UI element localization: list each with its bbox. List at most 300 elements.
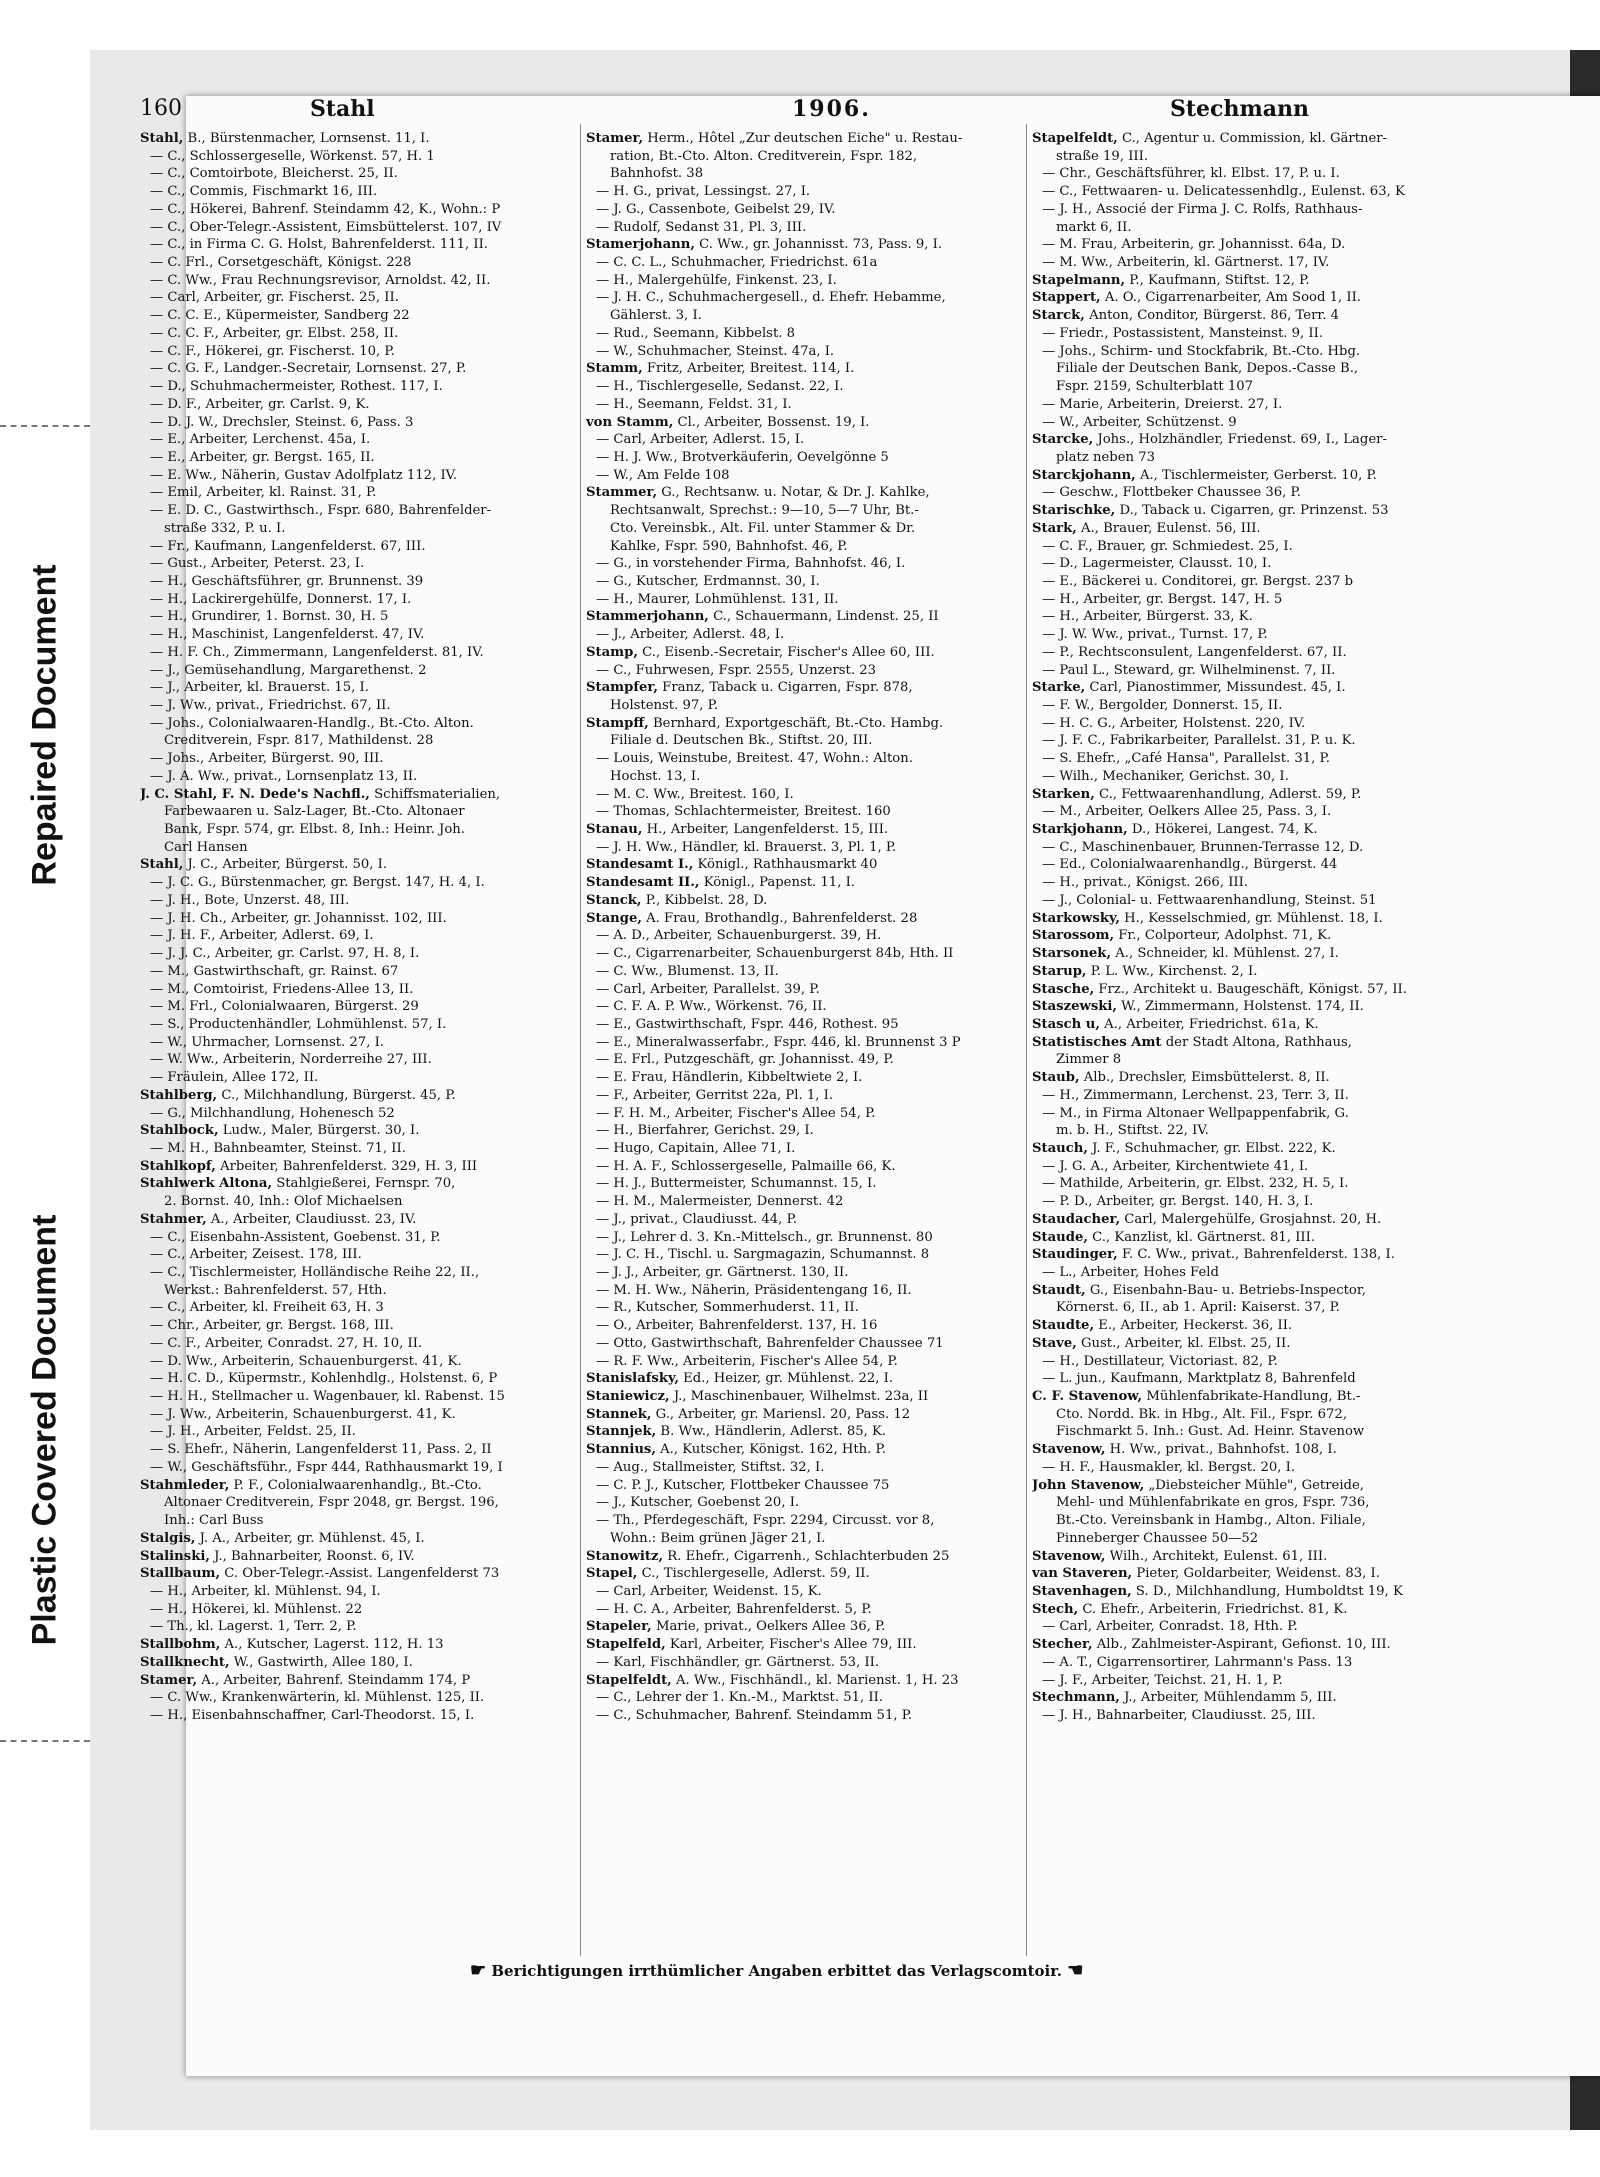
directory-entry [586, 786, 1021, 804]
entry-name: Standesamt II., [586, 875, 700, 891]
directory-entry [1032, 662, 1472, 680]
entry-text: — W., Am Felde 108 [596, 467, 730, 483]
entry-name: Stannius, [586, 1442, 656, 1458]
entry-text: — J. C. H., Tischl. u. Sargmagazin, Schumannst. 8 [596, 1247, 930, 1263]
entry-text: — E., Arbeiter, gr. Bergst. 165, II. [150, 449, 375, 465]
directory-entry-head [586, 1636, 1021, 1654]
directory-entry-head [586, 360, 1021, 378]
directory-entry [140, 467, 575, 485]
directory-entry [586, 626, 1021, 644]
entry-text: — J., Arbeiter, Adlerst. 48, I. [596, 627, 785, 643]
directory-entry-head [1032, 289, 1472, 307]
directory-entry [140, 644, 575, 662]
entry-text: Carl, Malergehülfe, Grosjahnst. 20, H. [1120, 1211, 1382, 1227]
entry-name: Stampff, [586, 715, 649, 731]
entry-text: — H. J. Ww., Brotverkäuferin, Oevelgönne 5 [596, 449, 889, 465]
entry-name: Starcke, [1032, 432, 1094, 448]
entry-text: — H., Seemann, Feldst. 31, I. [596, 396, 792, 412]
entry-text: — R., Kutscher, Sommerhuderst. 11, II. [596, 1300, 859, 1316]
directory-entry [140, 431, 575, 449]
entry-name: Starck, [1032, 308, 1085, 324]
entry-name: Stamer, [140, 1672, 198, 1688]
directory-entry [140, 1689, 575, 1707]
directory-entry-head [586, 1406, 1021, 1424]
directory-entry [586, 1122, 1021, 1140]
directory-entry-head [586, 644, 1021, 662]
entry-text: — C., in Firma C. G. Holst, Bahrenfelderst. 111, II. [150, 237, 488, 253]
entry-text: Bt.-Cto. Vereinsbank in Hambg., Alton. Filiale, [1056, 1513, 1366, 1529]
entry-text: — Hugo, Capitain, Allee 71, I. [596, 1140, 796, 1156]
directory-entry-head [1032, 1140, 1472, 1158]
directory-entry [586, 1583, 1021, 1601]
directory-entry [140, 360, 575, 378]
directory-entry [586, 573, 1021, 591]
directory-entry [140, 254, 575, 272]
directory-entry-head [140, 1211, 575, 1229]
entry-text: E., Arbeiter, Heckerst. 36, II. [1094, 1318, 1293, 1334]
entry-text: — E., Mineralwasserfabr., Fspr. 446, kl. Brunnenst 3 P [596, 1034, 961, 1050]
directory-entry-head [1032, 130, 1472, 148]
entry-text: Königl., Papenst. 11, I. [699, 875, 855, 891]
entry-text: — M., Arbeiter, Oelkers Allee 25, Pass. 3, I. [1042, 804, 1332, 820]
entry-name: Stahlbock, [140, 1123, 219, 1139]
entry-text: A. Frau, Brothandlg., Bahrenfelderst. 28 [641, 910, 918, 926]
entry-name: Stamerjohann, [586, 237, 695, 253]
entry-name: Stalgis, [140, 1530, 196, 1546]
entry-text: S. D., Milchhandlung, Humboldtst 19, K [1131, 1583, 1403, 1599]
entry-text: — H., privat., Königst. 266, III. [1042, 875, 1249, 891]
entry-text: B., Bürstenmacher, Lornsenst. 11, I. [183, 131, 430, 146]
directory-entry-head [586, 715, 1021, 733]
entry-text: Altonaer Creditverein, Fspr 2048, gr. Bergst. 196, [164, 1495, 499, 1511]
entry-name: Staszewski, [1032, 999, 1117, 1015]
entry-name: Stecher, [1032, 1637, 1093, 1653]
entry-text: — C. C. E., Küpermeister, Sandberg 22 [150, 308, 410, 324]
entry-name: Stanck, [586, 892, 642, 908]
entry-name: Stamer, [586, 131, 644, 146]
entry-text: — J. H. Ch., Arbeiter, gr. Johannisst. 102, III. [150, 910, 447, 926]
entry-name: Stahmleder, [140, 1477, 230, 1493]
entry-text: — F., Arbeiter, Gerritst 22a, Pl. 1, I. [596, 1087, 834, 1103]
entry-name: Starkowsky, [1032, 910, 1120, 926]
directory-entry-head [140, 1654, 575, 1672]
directory-entry [586, 1707, 1021, 1725]
entry-name: Stahlwerk Altona, [140, 1176, 273, 1192]
directory-entry-continuation [586, 165, 1021, 183]
directory-entry-head [586, 856, 1021, 874]
entry-text: Johs., Holzhändler, Friedenst. 69, I., Lager- [1093, 432, 1387, 448]
entry-name: Stalinski, [140, 1548, 210, 1564]
left-catchword: Stahl [310, 96, 375, 122]
entry-text: — H., Geschäftsführer, gr. Brunnenst. 39 [150, 573, 424, 589]
entry-name: Starsonek, [1032, 946, 1112, 962]
entry-name: von Stamm, [586, 414, 674, 430]
directory-entry [586, 1051, 1021, 1069]
entry-text: Wilh., Architekt, Eulenst. 61, III. [1105, 1548, 1328, 1564]
directory-entry [586, 1211, 1021, 1229]
directory-entry-continuation [1032, 1494, 1472, 1512]
directory-entry [140, 1707, 575, 1725]
entry-name: Stahl, [140, 131, 184, 146]
entry-text: — J. A. Ww., privat., Lornsenplatz 13, II. [150, 768, 418, 784]
entry-text: P. F., Colonialwaarenhandlg., Bt.-Cto. [229, 1477, 482, 1493]
entry-text: — E., Gastwirthschaft, Fspr. 446, Rothest. 95 [596, 1016, 899, 1032]
entry-name: Stark, [1032, 520, 1077, 536]
directory-entry [586, 1069, 1021, 1087]
entry-text: — S. Ehefr., „Café Hansa", Parallelst. 31, P. [1042, 751, 1330, 767]
directory-entry [140, 1459, 575, 1477]
directory-entry [586, 1034, 1021, 1052]
directory-entry-head [1032, 1477, 1472, 1495]
entry-text: — C., Arbeiter, Zeisest. 178, III. [150, 1247, 362, 1263]
directory-entry [140, 750, 575, 768]
entry-text: — D., Schuhmachermeister, Rothest. 117, I. [150, 379, 443, 395]
entry-text: platz neben 73 [1056, 449, 1155, 465]
entry-text: C., Kanzlist, kl. Gärtnerst. 81, III. [1087, 1229, 1316, 1245]
entry-text: — Louis, Weinstube, Breitest. 47, Wohn.: Alton. [596, 751, 913, 767]
directory-entry-continuation [140, 1494, 575, 1512]
entry-text: — J., Gemüsehandlung, Margarethenst. 2 [150, 662, 427, 678]
entry-text: Creditverein, Fspr. 817, Mathildenst. 28 [164, 733, 434, 749]
directory-entry [1032, 201, 1472, 219]
directory-entry-head [586, 608, 1021, 626]
entry-text: — W., Arbeiter, Schützenst. 9 [1042, 414, 1237, 430]
entry-text: der Stadt Altona, Rathhaus, [1161, 1034, 1352, 1050]
directory-entry [1032, 236, 1472, 254]
directory-entry [140, 1051, 575, 1069]
entry-name: Staniewicz, [586, 1389, 670, 1405]
entry-text: A., Tischlermeister, Gerberst. 10, P. [1135, 467, 1377, 483]
entry-name: Staude, [1032, 1229, 1088, 1245]
directory-entry-head [586, 892, 1021, 910]
entry-text: Holstenst. 97, P. [610, 698, 719, 713]
entry-text: — J. J. C., Arbeiter, gr. Carlst. 97, H. 8, I. [150, 946, 420, 962]
directory-entry-continuation [586, 768, 1021, 786]
directory-entry [140, 307, 575, 325]
directory-entry [586, 378, 1021, 396]
entry-text: — H., Arbeiter, gr. Bergst. 147, H. 5 [1042, 591, 1283, 607]
entry-name: Stanislafsky, [586, 1371, 679, 1387]
entry-text: — L. jun., Kaufmann, Marktplatz 8, Bahrenfeld [1042, 1371, 1356, 1387]
entry-text: markt 6, II. [1056, 219, 1132, 235]
entry-text: P., Kaufmann, Stiftst. 12, P. [1125, 272, 1310, 288]
column-2 [586, 130, 1021, 1725]
directory-entry [586, 839, 1021, 857]
entry-name: Starossom, [1032, 928, 1115, 944]
entry-name: Stavenow, [1032, 1442, 1106, 1458]
entry-name: Stapelmann, [1032, 272, 1126, 288]
year-heading: 1906. [792, 96, 871, 122]
entry-text: A., Kutscher, Königst. 162, Hth. P. [655, 1442, 886, 1458]
entry-text: Werkst.: Bahrenfelderst. 57, Hth. [164, 1282, 387, 1298]
entry-text: — A. T., Cigarrensortirer, Lahrmann's Pass. 13 [1042, 1654, 1353, 1670]
entry-name: Starischke, [1032, 503, 1116, 519]
directory-entry [140, 591, 575, 609]
entry-text: Pieter, Goldarbeiter, Weidenst. 83, I. [1132, 1566, 1380, 1582]
entry-text: ration, Bt.-Cto. Alton. Creditverein, Fspr. 182, [610, 148, 918, 164]
entry-text: — J. G. A., Arbeiter, Kirchentwiete 41, I. [1042, 1158, 1309, 1174]
directory-entry [140, 538, 575, 556]
directory-entry [586, 1494, 1021, 1512]
directory-entry [140, 201, 575, 219]
entry-text: — J., Arbeiter, kl. Brauerst. 15, I. [150, 680, 369, 696]
entry-text: — C. F., Arbeiter, Conradst. 27, H. 10, II. [150, 1335, 423, 1351]
directory-entry [1032, 484, 1472, 502]
entry-text: — H., Zimmermann, Lerchenst. 23, Terr. 3, II. [1042, 1087, 1349, 1103]
directory-entry [586, 1477, 1021, 1495]
directory-entry [1032, 1158, 1472, 1176]
directory-entry-head [586, 1548, 1021, 1566]
directory-entry [140, 1441, 575, 1459]
directory-entry-head [1032, 520, 1472, 538]
entry-name: Starkjohann, [1032, 822, 1128, 838]
directory-entry [586, 1105, 1021, 1123]
directory-entry [586, 343, 1021, 361]
entry-text: Fspr. 2159, Schulterblatt 107 [1056, 379, 1254, 395]
entry-name: Staudte, [1032, 1318, 1095, 1334]
entry-text: B. Ww., Händlerin, Adlerst. 85, K. [656, 1424, 887, 1440]
directory-entry-continuation [140, 1512, 575, 1530]
directory-entry [586, 1087, 1021, 1105]
pointing-hand-icon: ☛ [470, 1960, 487, 1981]
entry-text: — W., Uhrmacher, Lornsenst. 27, I. [150, 1034, 384, 1050]
directory-entry [586, 662, 1021, 680]
directory-entry-head [1032, 1689, 1472, 1707]
directory-entry [1032, 1353, 1472, 1371]
directory-entry-head [1032, 502, 1472, 520]
directory-entry [1032, 1264, 1472, 1282]
directory-entry [140, 927, 575, 945]
directory-entry-head [1032, 1211, 1472, 1229]
entry-name: Stapel, [586, 1566, 638, 1582]
directory-entry [586, 254, 1021, 272]
entry-text: — D. F., Arbeiter, gr. Carlst. 9, K. [150, 396, 370, 412]
directory-entry [140, 1016, 575, 1034]
repaired-document-label: Repaired Document [25, 564, 64, 886]
entry-text: — W., Schuhmacher, Steinst. 47a, I. [596, 343, 835, 359]
entry-name: Stave, [1032, 1335, 1077, 1351]
directory-entry [140, 343, 575, 361]
entry-text: — D., Lagermeister, Clausst. 10, I. [1042, 556, 1272, 572]
entry-text: — J. C. G., Bürstenmacher, gr. Bergst. 147, H. 4, I. [150, 875, 485, 891]
directory-entry-continuation [1032, 1512, 1472, 1530]
directory-entry-head [586, 679, 1021, 697]
entry-name: Stamm, [586, 361, 643, 377]
directory-entry [140, 484, 575, 502]
entry-name: Stauch, [1032, 1140, 1088, 1156]
entry-text: — Geschw., Flottbeker Chaussee 36, P. [1042, 485, 1301, 501]
directory-entry-continuation [1032, 219, 1472, 237]
directory-entry [140, 289, 575, 307]
directory-entry-head [1032, 467, 1472, 485]
directory-entry-head [1032, 1583, 1472, 1601]
entry-text: — H. C. G., Arbeiter, Holstenst. 220, IV. [1042, 715, 1306, 731]
entry-name: Stamp, [586, 644, 638, 660]
entry-text: — C. Ww., Krankenwärterin, kl. Mühlenst. 125, II. [150, 1690, 485, 1706]
entry-text: — Fräulein, Allee 172, II. [150, 1070, 319, 1086]
side-label-strip [0, 0, 90, 2177]
entry-text: W., Zimmermann, Holstenst. 174, II. [1116, 999, 1364, 1015]
directory-entry-continuation [586, 520, 1021, 538]
directory-entry [586, 1353, 1021, 1371]
directory-entry-head [1032, 1636, 1472, 1654]
directory-entry [586, 1689, 1021, 1707]
directory-entry-head [140, 786, 575, 804]
directory-entry [140, 608, 575, 626]
directory-entry [140, 325, 575, 343]
entry-text: C., Fettwaarenhandlung, Adlerst. 59, P. [1094, 786, 1362, 802]
dashed-divider [0, 1740, 90, 1742]
entry-name: Stapelfeldt, [1032, 131, 1118, 146]
entry-name: Stasche, [1032, 981, 1095, 997]
entry-text: — M., Comtoirist, Friedens-Allee 13, II. [150, 981, 414, 997]
entry-text: — C. C. L., Schuhmacher, Friedrichst. 61a [596, 255, 878, 271]
directory-entry-head [140, 856, 575, 874]
directory-entry-head [1032, 998, 1472, 1016]
entry-name: Stapelfeld, [586, 1637, 666, 1653]
directory-entry [1032, 1193, 1472, 1211]
directory-entry-head [1032, 927, 1472, 945]
pointing-hand-icon: ☚ [1067, 1960, 1084, 1981]
entry-text: P., Kibbelst. 28, D. [641, 892, 768, 908]
entry-text: A., Kutscher, Lagerst. 112, H. 13 [220, 1637, 444, 1653]
entry-text: J. C., Arbeiter, Bürgerst. 50, I. [183, 857, 388, 873]
directory-entry [1032, 254, 1472, 272]
directory-entry-head [140, 1087, 575, 1105]
directory-entry [140, 378, 575, 396]
directory-entry [1032, 1105, 1472, 1123]
entry-text: straße 19, III. [1056, 148, 1149, 164]
directory-entry [1032, 608, 1472, 626]
directory-entry [586, 289, 1021, 307]
directory-entry [1032, 414, 1472, 432]
page-number: 160 [140, 96, 182, 121]
entry-text: Ludw., Maler, Bürgerst. 30, I. [218, 1123, 420, 1139]
entry-text: Bernhard, Exportgeschäft, Bt.-Cto. Hambg. [648, 715, 944, 731]
directory-entry-head [1032, 431, 1472, 449]
directory-entry [586, 1654, 1021, 1672]
entry-text: Filiale der Deutschen Bank, Depos.-Casse B., [1056, 361, 1359, 377]
entry-text: — O., Arbeiter, Bahrenfelderst. 137, H. 16 [596, 1318, 878, 1334]
entry-name: Stechmann, [1032, 1690, 1120, 1706]
directory-entry [1032, 1175, 1472, 1193]
column-3 [1032, 130, 1472, 1725]
entry-text: A., Arbeiter, Friedrichst. 61a, K. [1099, 1016, 1319, 1032]
entry-text: — Marie, Arbeiterin, Dreierst. 27, I. [1042, 396, 1283, 412]
directory-entry [140, 272, 575, 290]
entry-name: Stallbohm, [140, 1637, 221, 1653]
entry-text: — J., privat., Claudiusst. 44, P. [596, 1211, 797, 1227]
directory-entry-continuation [140, 1193, 575, 1211]
directory-entry [586, 803, 1021, 821]
directory-entry-continuation [140, 1282, 575, 1300]
directory-entry [586, 431, 1021, 449]
directory-entry-head [1032, 1601, 1472, 1619]
directory-entry [1032, 343, 1472, 361]
entry-text: H., Arbeiter, Langenfelderst. 15, III. [642, 822, 889, 838]
entry-text: J. F., Schuhmacher, gr. Elbst. 222, K. [1087, 1140, 1336, 1156]
directory-entry [586, 449, 1021, 467]
directory-entry-head [140, 1530, 575, 1548]
entry-name: Starckjohann, [1032, 467, 1136, 483]
directory-entry-head [586, 484, 1021, 502]
directory-entry [1032, 874, 1472, 892]
directory-entry [140, 945, 575, 963]
directory-entry [586, 467, 1021, 485]
directory-entry [586, 219, 1021, 237]
directory-entry-continuation [140, 803, 575, 821]
entry-text: — C., Ober-Telegr.-Assistent, Eimsbüttelerst. 107, IV [150, 219, 502, 235]
directory-entry-head [140, 1175, 575, 1193]
entry-text: Karl, Arbeiter, Fischer's Allee 79, III. [665, 1637, 917, 1653]
directory-entry-head [586, 874, 1021, 892]
right-catchword: Stechmann [1170, 96, 1309, 122]
entry-text: — S., Productenhändler, Lohmühlenst. 57, I. [150, 1016, 447, 1032]
directory-entry-continuation [1032, 1423, 1472, 1441]
entry-name: Starke, [1032, 680, 1086, 696]
entry-name: Statistisches Amt [1032, 1034, 1162, 1050]
directory-entry-continuation [586, 1530, 1021, 1548]
directory-entry [140, 1406, 575, 1424]
footer-text: Berichtigungen irrthümlicher Angaben erbittet das Verlagscomtoir. [491, 1962, 1062, 1980]
column-1 [140, 130, 575, 1725]
directory-entry-head [586, 130, 1021, 148]
directory-entry-continuation [1032, 148, 1472, 166]
entry-text: — J. G., Cassenbote, Geibelst 29, IV. [596, 201, 836, 217]
directory-entry [1032, 1707, 1472, 1725]
directory-entry [586, 1264, 1021, 1282]
directory-entry-head [1032, 679, 1472, 697]
entry-text: C. Ober-Telegr.-Assist. Langenfelderst 73 [220, 1566, 500, 1582]
entry-name: van Staveren, [1032, 1566, 1133, 1582]
directory-entry [1032, 626, 1472, 644]
entry-text: C., Schauermann, Lindenst. 25, II [708, 609, 939, 625]
entry-text: — P. D., Arbeiter, gr. Bergst. 140, H. 3, I. [1042, 1194, 1314, 1210]
entry-text: — F. H. M., Arbeiter, Fischer's Allee 54, P. [596, 1105, 876, 1121]
entry-text: — J. J., Arbeiter, gr. Gärtnerst. 130, II. [596, 1265, 849, 1280]
directory-entry [586, 1193, 1021, 1211]
entry-text: W., Gastwirth, Allee 180, I. [229, 1654, 413, 1670]
entry-text: Cto. Nordd. Bk. in Hbg., Alt. Fil., Fspr. 672, [1056, 1406, 1348, 1422]
directory-entry-head [1032, 1548, 1472, 1566]
entry-text: J., Arbeiter, Mühlendamm 5, III. [1119, 1690, 1337, 1706]
directory-entry-head [586, 1423, 1021, 1441]
entry-text: — J., Lehrer d. 3. Kn.-Mittelsch., gr. Brunnenst. 80 [596, 1229, 933, 1245]
directory-entry [140, 449, 575, 467]
directory-entry [1032, 715, 1472, 733]
entry-text: — J. H., Bahnarbeiter, Claudiusst. 25, III. [1042, 1707, 1316, 1723]
entry-text: — Aug., Stallmeister, Stiftst. 32, I. [596, 1459, 825, 1475]
entry-text: Fischmarkt 5. Inh.: Gust. Ad. Heinr. Stavenow [1056, 1424, 1365, 1440]
directory-entry [586, 1246, 1021, 1264]
entry-text: — Th., kl. Lagerst. 1, Terr. 2, P. [150, 1619, 357, 1635]
directory-entry [586, 1512, 1021, 1530]
directory-entry [1032, 325, 1472, 343]
entry-text: Fr., Colporteur, Adolphst. 71, K. [1114, 928, 1332, 944]
entry-text: — H., Destillateur, Victoriast. 82, P. [1042, 1353, 1278, 1369]
directory-entry-head [1032, 821, 1472, 839]
entry-text: A., Schneider, kl. Mühlenst. 27, I. [1111, 946, 1339, 962]
entry-name: Stammer, [586, 485, 658, 501]
entry-text: — H. A. F., Schlossergeselle, Palmaille 66, K. [596, 1158, 896, 1174]
entry-text: „Diebsteicher Mühle", Getreide, [1144, 1477, 1364, 1493]
entry-text: — Carl, Arbeiter, gr. Fischerst. 25, II. [150, 290, 399, 306]
directory-entry-head [586, 821, 1021, 839]
entry-text: — Chr., Geschäftsführer, kl. Elbst. 17, P. u. I. [1042, 166, 1340, 182]
entry-text: — J. Ww., privat., Friedrichst. 67, II. [150, 698, 391, 713]
directory-entry [1032, 591, 1472, 609]
directory-entry-head [1032, 1388, 1472, 1406]
